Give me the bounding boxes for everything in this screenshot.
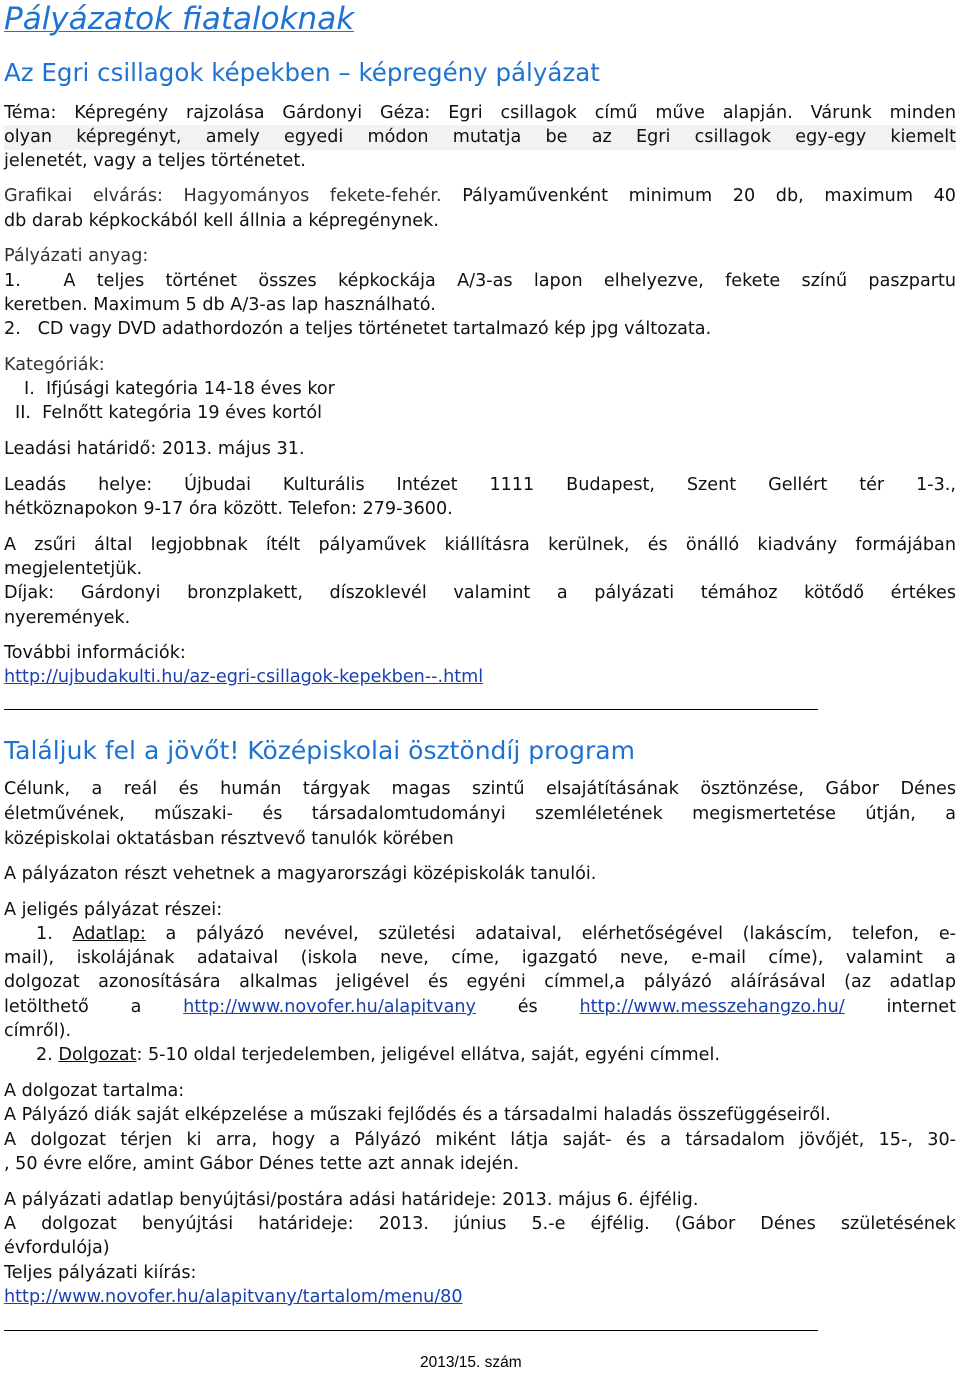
essay-deadline-line-1: A dolgozat benyújtási határideje: 2013. június 5.-e éjfélig. (Gábor Dénes születésének — [4, 1214, 956, 1234]
graphic-requirement-line-1 — [4, 184, 956, 209]
goal-line-3: középiskolai oktatásban résztvevő tanulók körében — [4, 829, 454, 849]
part-1-text: a pályázó nevével, születési adataival, elérhetőségével (lakáscím, telefon, e- — [165, 924, 957, 944]
content-line-1: A Pályázó diák saját elképzelése a műszaki fejlődés és a társadalmi haladás összefüggéseiről. — [4, 1105, 831, 1125]
part-1-line-4 — [4, 995, 956, 1020]
part-1-line-5: címről). — [4, 1021, 72, 1041]
material-item-1-text: A teljes történet összes képkockája A/3-as lapon elhelyezve, fekete színű paszpartu — [63, 271, 957, 291]
submission-place-line-1: Leadás helye: Újbudai Kulturális Intézet 1111 Budapest, Szent Gellért tér 1-3., — [4, 475, 956, 495]
content-line-2: A dolgozat térjen ki arra, hogy a Pályázó miként látja saját- és a társadalom jövőjét, 15-, 30- — [4, 1130, 956, 1150]
part-1-number: 1. — [36, 924, 53, 944]
category-item-1: I. Ifjúsági kategória 14-18 éves kor — [24, 379, 335, 399]
category-item-2: II. Felnőtt kategória 19 éves kortól — [15, 403, 323, 423]
material-item-2-text: CD vagy DVD adathordozón a teljes történetet tartalmazó kép jpg változata. — [37, 319, 712, 339]
section-heading-comic-contest: Az Egri csillagok képekben – képregény pályázat — [4, 58, 600, 87]
graphic-requirement-line-2: db darab képkockából kell állnia a képregénynek. — [4, 211, 439, 231]
full-call-link-row — [4, 1285, 956, 1310]
page-title: Pályázatok fiataloknak — [4, 1, 355, 37]
bottom-divider — [4, 1330, 818, 1331]
parts-label: A jeligés pályázat részei: — [4, 900, 223, 920]
part-1-term: Adatlap: — [72, 924, 146, 944]
issue-number: 2013/15. szám — [420, 1354, 522, 1371]
part-2-number: 2. — [36, 1045, 53, 1065]
submission-place-line-2: hétköznapokon 9-17 óra között. Telefon: 279-3600. — [4, 499, 453, 519]
deadline: Leadási határidő: 2013. május 31. — [4, 439, 305, 459]
full-call-link[interactable]: http://www.novofer.hu/alapitvany/tartalom/menu/80 — [4, 1287, 463, 1307]
novofer-link[interactable]: http://www.novofer.hu/alapitvany — [183, 997, 476, 1017]
more-info-link-row — [4, 665, 956, 690]
part-2-text: : 5-10 oldal terjedelemben, jeligével ellátva, saját, egyéni címmel. — [136, 1045, 720, 1065]
material-item-1-line-2: keretben. Maximum 5 db A/3-as lap használható. — [4, 295, 436, 315]
goal-line-2: életművének, műszaki- és társadalomtudományi szemléletének megismertetése útján, a — [4, 804, 956, 824]
eligibility: A pályázaton részt vehetnek a magyarországi középiskolák tanulói. — [4, 864, 597, 884]
section-divider — [4, 709, 818, 710]
prizes-line-1: Díjak: Gárdonyi bronzplakett, díszoklevél valamint a pályázati témához kötődő értékes — [4, 583, 956, 603]
graphic-requirement-rest: Pályaművenként minimum 20 db, maximum 40 — [462, 186, 956, 206]
part-2-term: Dolgozat — [58, 1045, 137, 1065]
essay-deadline-line-2: évfordulója) — [4, 1238, 110, 1258]
part-1-internet: internet — [886, 997, 956, 1017]
more-info-link[interactable]: http://ujbudakulti.hu/az-egri-csillagok-kepekben--.html — [4, 667, 484, 687]
material-item-1-line-1 — [4, 269, 956, 294]
part-2 — [4, 1043, 956, 1068]
theme-line-3: jelenetét, vagy a teljes történetet. — [4, 151, 306, 171]
full-call-label: Teljes pályázati kiírás: — [4, 1263, 197, 1283]
part-1-line-2: mail), iskolájának adataival (iskola neve, címe, igazgató neve, e-mail címe), valamint a — [4, 948, 956, 968]
goal-line-1: Célunk, a reál és humán tárgyak magas szintű elsajátításának ösztönzése, Gábor Dénes — [4, 779, 956, 799]
content-label: A dolgozat tartalma: — [4, 1081, 185, 1101]
material-item-2-number: 2. — [4, 319, 21, 339]
theme-line-2: olyan képregényt, amely egyedi módon mutatja be az Egri csillagok egy-egy kiemelt — [4, 125, 956, 150]
form-deadline: A pályázati adatlap benyújtási/postára adási határideje: 2013. május 6. éjfélig. — [4, 1190, 699, 1210]
part-1-download-text: letölthető a — [4, 997, 142, 1017]
section-heading-scholarship: Találjuk fel a jövőt! Középiskolai ösztöndíj program — [4, 736, 635, 765]
material-item-1-number: 1. — [4, 271, 21, 291]
theme-line-1: Téma: Képregény rajzolása Gárdonyi Géza: Egri csillagok című műve alapján. Várunk minden — [4, 103, 956, 123]
prizes-line-2: nyeremények. — [4, 608, 131, 628]
categories-label: Kategóriák: — [4, 355, 105, 375]
graphic-requirement-label: Grafikai elvárás: Hagyományos fekete-fehér. — [4, 186, 442, 206]
material-label: Pályázati anyag: — [4, 246, 149, 266]
content-line-3: , 50 évre előre, amint Gábor Dénes tette azt annak idején. — [4, 1154, 520, 1174]
part-1-line-3: dolgozat azonosítására alkalmas jeligével és egyéni címmel,a pályázó aláírásával (az adatlap — [4, 972, 956, 992]
part-1-and: és — [517, 997, 538, 1017]
part-1-line-1 — [4, 922, 956, 947]
messzehangzo-link[interactable]: http://www.messzehangzo.hu/ — [579, 997, 845, 1017]
more-info-label: További információk: — [4, 643, 186, 663]
jury-line-2: megjelentetjük. — [4, 559, 143, 579]
material-item-2 — [4, 317, 956, 342]
jury-line-1: A zsűri által legjobbnak ítélt pályaművek kiállításra kerülnek, és önálló kiadvány formájában — [4, 535, 956, 555]
